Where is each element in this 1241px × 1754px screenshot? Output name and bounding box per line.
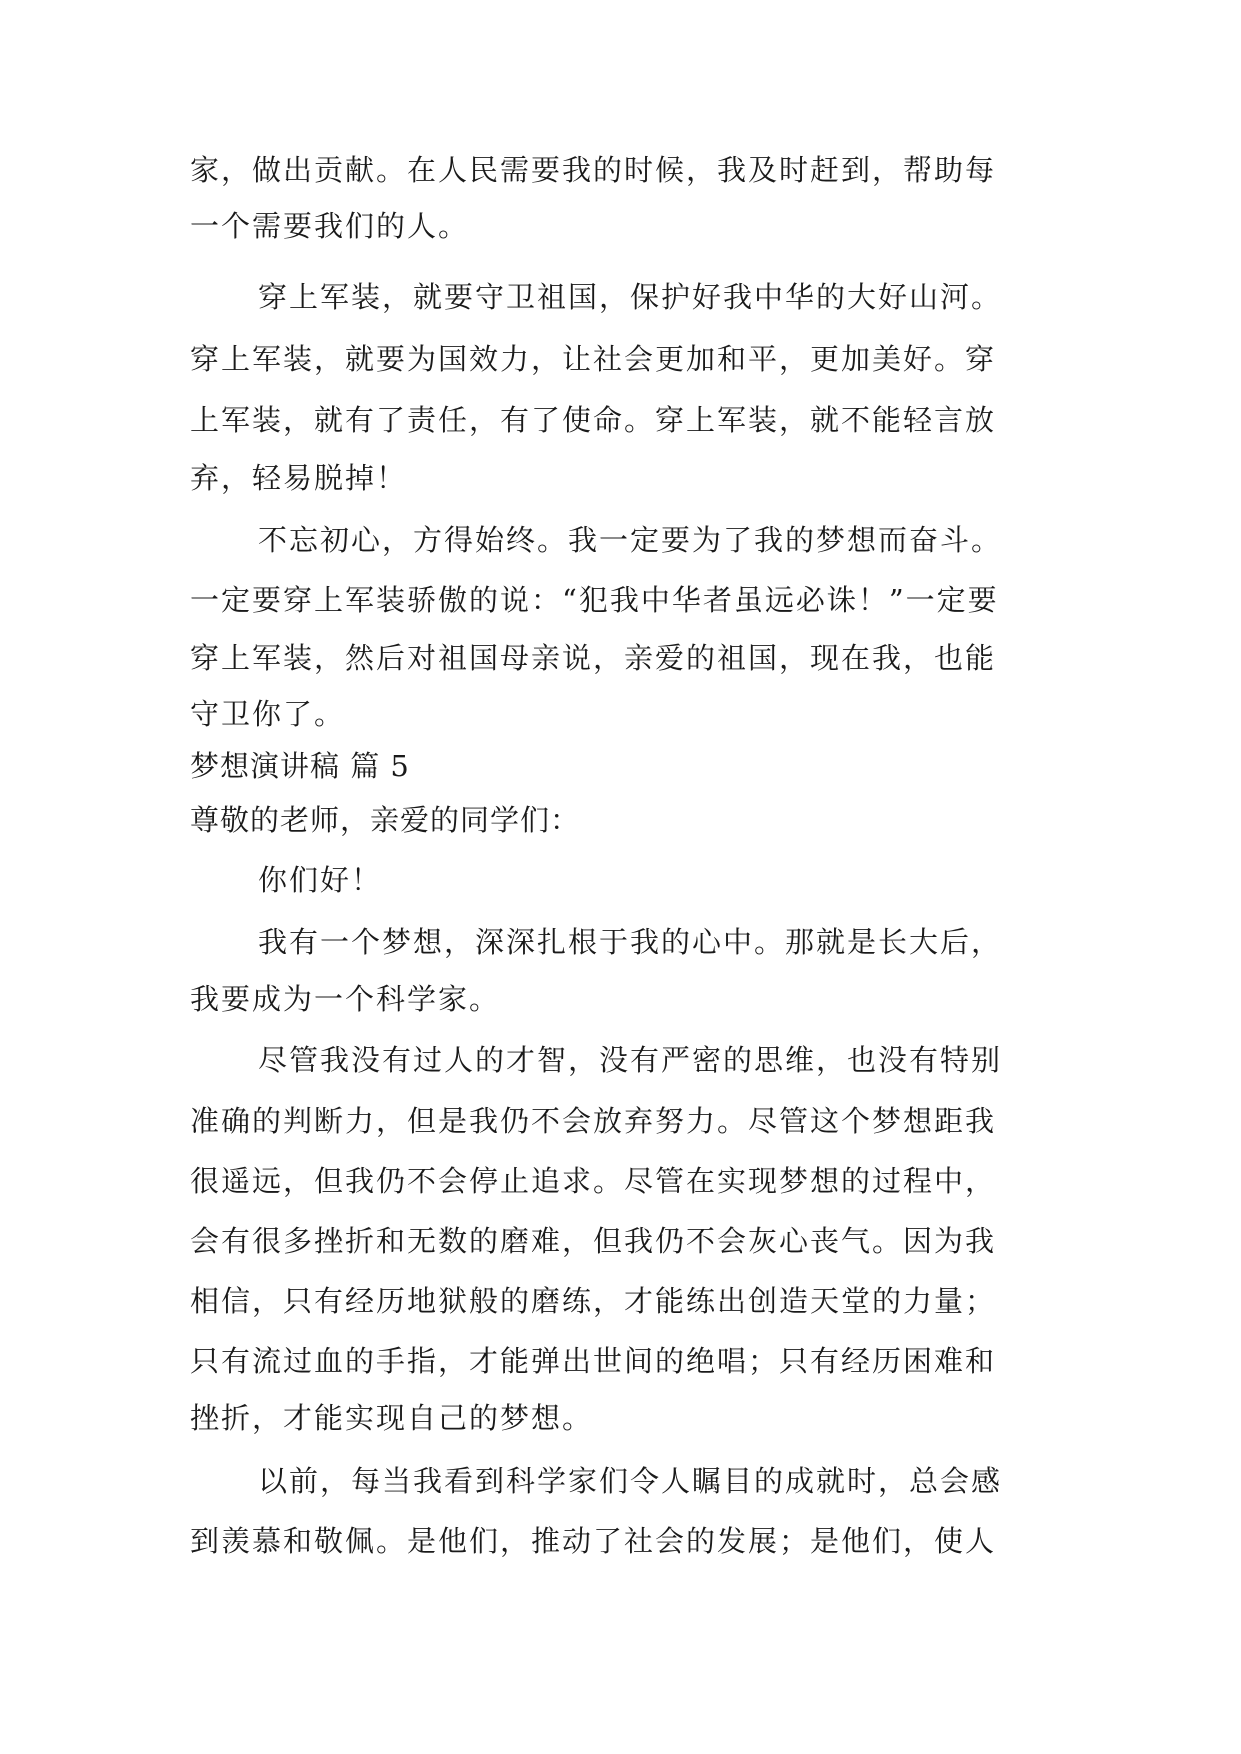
text-line: 我要成为一个科学家。 (190, 982, 501, 1016)
text-line: 到羡慕和敬佩。是他们，推动了社会的发展；是他们，使人 (190, 1524, 997, 1558)
greeting: 你们好！ (258, 863, 383, 897)
text-line: 守卫你了。 (190, 697, 346, 731)
paragraph-first-line: 不忘初心，方得始终。我一定要为了我的梦想而奋斗。 (258, 523, 1003, 557)
text-line: 家，做出贡献。在人民需要我的时候，我及时赶到，帮助每 (190, 153, 997, 187)
text-line: 穿上军装，就要为国效力，让社会更加和平，更加美好。穿 (190, 342, 997, 376)
text-line: 相信，只有经历地狱般的磨练，才能练出创造天堂的力量； (190, 1284, 997, 1318)
text-line: 弃，轻易脱掉！ (190, 461, 408, 495)
text-line: 会有很多挫折和无数的磨难，但我仍不会灰心丧气。因为我 (190, 1224, 997, 1258)
paragraph-first-line: 我有一个梦想，深深扎根于我的心中。那就是长大后， (258, 925, 1003, 959)
text-line: 只有流过血的手指，才能弹出世间的绝唱；只有经历困难和 (190, 1344, 997, 1378)
text-line: 挫折，才能实现自己的梦想。 (190, 1401, 594, 1435)
salutation: 尊敬的老师，亲爱的同学们： (190, 803, 581, 837)
paragraph-first-line: 尽管我没有过人的才智，没有严密的思维，也没有特别 (258, 1043, 1003, 1077)
text-line: 很遥远，但我仍不会停止追求。尽管在实现梦想的过程中， (190, 1164, 997, 1198)
section-heading: 梦想演讲稿 篇 5 (190, 749, 410, 783)
text-line: 上军装，就有了责任，有了使命。穿上军装，就不能轻言放 (190, 403, 997, 437)
text-line: 准确的判断力，但是我仍不会放弃努力。尽管这个梦想距我 (190, 1104, 997, 1138)
text-line: 一个需要我们的人。 (190, 209, 470, 243)
paragraph-first-line: 穿上军装，就要守卫祖国，保护好我中华的大好山河。 (258, 280, 1003, 314)
text-line: 一定要穿上军装骄傲的说：“犯我中华者虽远必诛！”一定要 (190, 583, 999, 617)
paragraph-first-line: 以前，每当我看到科学家们令人瞩目的成就时，总会感 (258, 1464, 1003, 1498)
text-line: 穿上军装，然后对祖国母亲说，亲爱的祖国，现在我，也能 (190, 641, 997, 675)
